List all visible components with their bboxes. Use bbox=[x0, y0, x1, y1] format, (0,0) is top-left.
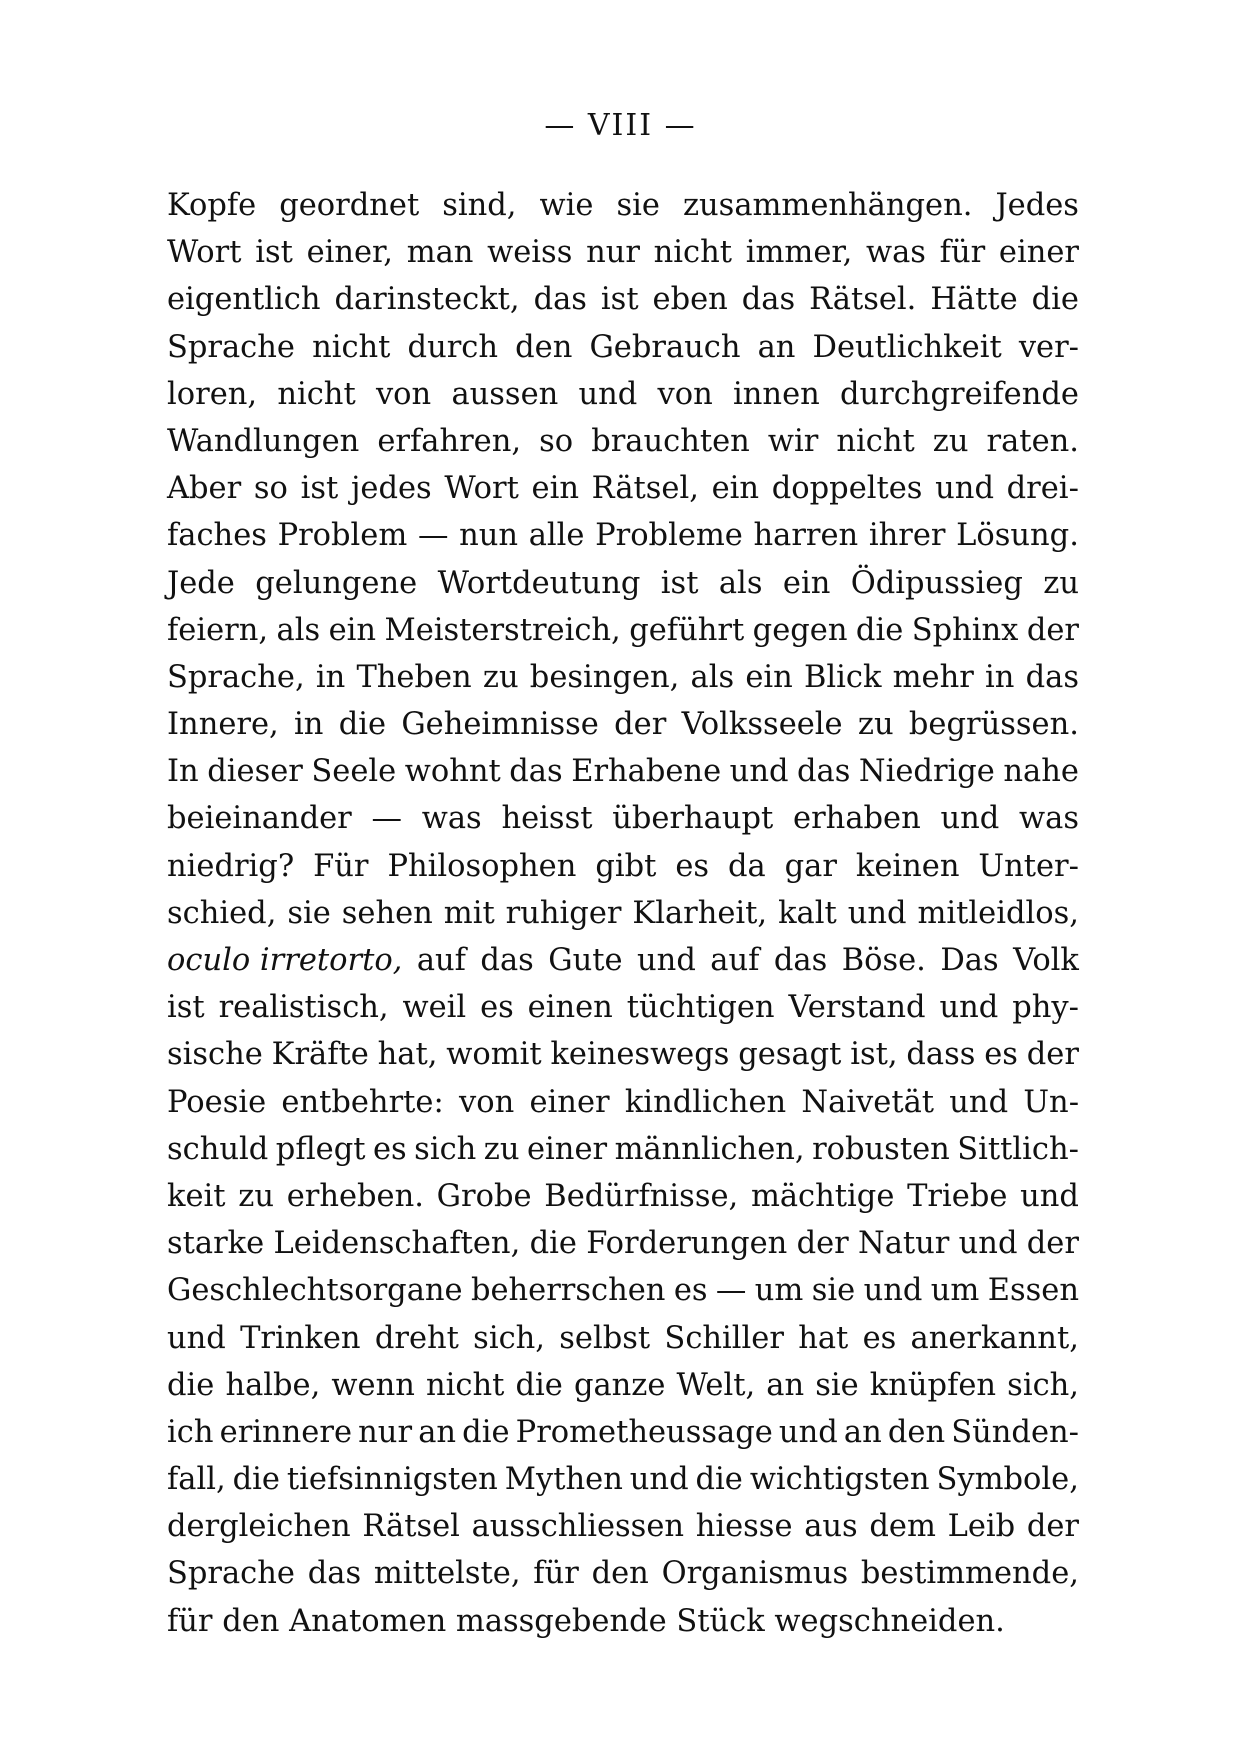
text-line: ich erinnere nur an die Prometheussage und an den Sünden- bbox=[167, 1414, 1079, 1450]
text-line: dergleichen Rätsel ausschliessen hiesse aus dem Leib der bbox=[167, 1509, 1079, 1545]
text-line: Innere, in die Geheimnisse der Volksseele zu begrüssen. bbox=[167, 707, 1079, 743]
text-line: Aber so ist jedes Wort ein Rätsel, ein doppeltes und drei- bbox=[167, 471, 1079, 507]
text-line: oculo irretorto, auf das Gute und auf das Böse. Das Volk bbox=[167, 937, 1079, 984]
text-line: Poesie entbehrte: von einer kindlichen Naivetät und Un- bbox=[167, 1084, 1079, 1120]
text-line: schuld pflegt es sich zu einer männlichen, robusten Sittlich- bbox=[167, 1131, 1079, 1167]
text-line: für den Anatomen massgebende Stück wegschneiden. bbox=[167, 1603, 1005, 1639]
text-line: beieinander — was heisst überhaupt erhaben und was bbox=[167, 801, 1079, 837]
text-line: sische Kräfte hat, womit keineswegs gesagt ist, dass es der bbox=[167, 1037, 1079, 1073]
text-line: niedrig? Für Philosophen gibt es da gar keinen Unter- bbox=[167, 848, 1079, 884]
text-line: Sprache das mittelste, für den Organismus bestimmende, bbox=[167, 1556, 1079, 1592]
text-line: die halbe, wenn nicht die ganze Welt, an sie knüpfen sich, bbox=[167, 1367, 1079, 1403]
text-line: Wandlungen erfahren, so brauchten wir nicht zu raten. bbox=[167, 423, 1079, 459]
text-line: Geschlechtsorgane beherrschen es — um sie und um Essen bbox=[167, 1273, 1079, 1309]
text-line: loren, nicht von aussen und von innen durchgreifende bbox=[167, 376, 1079, 412]
text-line: Wort ist einer, man weiss nur nicht immer, was für einer bbox=[167, 235, 1079, 271]
text-line: schied, sie sehen mit ruhiger Klarheit, kalt und mitleidlos, bbox=[167, 895, 1079, 931]
text-line: Jede gelungene Wortdeutung ist als ein Ödipussieg zu bbox=[167, 565, 1079, 601]
text-line: feiern, als ein Meisterstreich, geführt gegen die Sphinx der bbox=[167, 612, 1079, 648]
text-line: starke Leidenschaften, die Forderungen der Natur und der bbox=[167, 1226, 1079, 1262]
text-line: keit zu erheben. Grobe Bedürfnisse, mächtige Triebe und bbox=[167, 1178, 1079, 1214]
text-line: In dieser Seele wohnt das Erhabene und das Niedrige nahe bbox=[167, 754, 1079, 790]
text-line: eigentlich darinsteckt, das ist eben das Rätsel. Hätte die bbox=[167, 282, 1079, 318]
body-text bbox=[167, 182, 1079, 1645]
italic-phrase: oculo irretorto, bbox=[167, 943, 403, 978]
text-line: faches Problem — nun alle Probleme harren ihrer Lösung. bbox=[167, 518, 1079, 554]
text-line: ist realistisch, weil es einen tüchtigen Verstand und phy- bbox=[167, 990, 1079, 1026]
text-line: Sprache nicht durch den Gebrauch an Deutlichkeit ver- bbox=[167, 329, 1079, 365]
text-line: und Trinken dreht sich, selbst Schiller hat es anerkannt, bbox=[167, 1320, 1079, 1356]
text-line: Kopfe geordnet sind, wie sie zusammenhängen. Jedes bbox=[167, 188, 1079, 223]
text-line: fall, die tiefsinnigsten Mythen und die wichtigsten Symbole, bbox=[167, 1462, 1079, 1498]
text-line: Sprache, in Theben zu besingen, als ein Blick mehr in das bbox=[167, 659, 1079, 695]
page-number-header: — VIII — bbox=[544, 108, 697, 143]
